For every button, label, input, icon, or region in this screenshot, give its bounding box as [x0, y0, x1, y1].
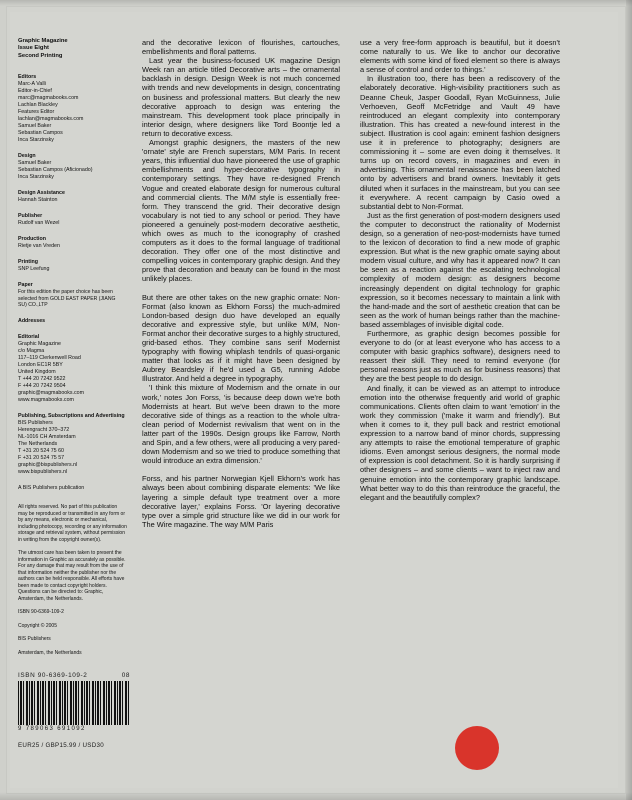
publisher-city: Amsterdam, the Netherlands	[18, 649, 82, 656]
credit-line: Inca Starzinsky	[18, 137, 54, 144]
credits-heading: Design Assistance	[18, 190, 65, 197]
credits-block-publisher	[18, 213, 128, 227]
credits-block-design-assistance	[18, 190, 128, 204]
credits-heading: Printing	[18, 259, 39, 266]
paragraph: use a very free-form approach is beautiful, but it doesn't come naturally to us. We like to anchor our decorative elements with some kind of fixed element so there is always a sense of control and order to things.'	[360, 38, 560, 75]
paragraph: Just as the first generation of post-modern designers used the computer to deconstruct the rationality of Modernist design, so a generation of neo-post-modernists have turned to the lexicon of decoration to find a new mode of graphic expression. But what is the new graphic ornate saying about modern visual culture, and why has it appeared now? It can be seen as a reaction against the escalating technological complexity of modern design: as designers become increasingly dependent on digital technology for graphic expression, so it becomes necessary to maintain a link with the hand-made and the sort of aesthetic creation that can be seen as the work of human beings rather than the machine-based assemblages of invisible digital code.	[360, 210, 560, 329]
paragraph: and the decorative lexicon of flourishes, cartouches, embellishments and floral patterns.	[142, 38, 340, 57]
email-line[interactable]: graphic@bispublishers.nl	[18, 462, 78, 468]
credits-heading: Publisher	[18, 213, 43, 220]
cover-edge-top	[0, 0, 632, 6]
barcode-isbn: ISBN 90-6369-109-2	[18, 672, 88, 679]
fax-line: F +44 20 7242 9504	[18, 383, 66, 389]
address-line: United Kingdom	[18, 369, 56, 375]
credits-heading: Production	[18, 236, 46, 243]
title-line-1: Graphic Magazine	[18, 38, 68, 44]
address-line: The Netherlands	[18, 441, 58, 447]
cover-edge-bottom	[0, 792, 632, 800]
email-line[interactable]: graphic@magmabooks.com	[18, 390, 85, 396]
credits-block-paper	[18, 282, 128, 309]
legal-notice	[18, 504, 128, 656]
phone-line: T +44 20 7242 9522	[18, 376, 66, 382]
credit-line: Rietje van Vreden	[18, 243, 60, 250]
credit-line: SNP Leefung	[18, 266, 50, 273]
website-line[interactable]: www.bispublishers.nl	[18, 469, 68, 475]
credit-line: Inca Starzinsky	[18, 174, 54, 181]
fax-line: F +31 20 524 75 57	[18, 455, 65, 461]
legal-paragraph: All rights reserved. No part of this publication may be reproduced or transmitted in any form or by any means, electronic or mechanical, including photocopy, recording or any information storage and retrieval system, without permission in writing from the copyright owner(s).	[18, 504, 127, 543]
masthead-column	[18, 38, 128, 663]
credit-line: Rudolf van Wezel	[18, 220, 60, 227]
paragraph: Amongst graphic designers, the masters of the new 'ornate' style are French superstars, M/M Paris. In recent years, this influential duo have pioneered the use of graphic embellishments and hyper-decorative typography in contemporary settings. They have re-designed French Vogue and created elaborate design for numerous cultural and commercial clients. The M/M style is essentially free-form. They transcend the grid. Their decorative design vocabulary is not tied to any school or period. They have pioneered a genuinely post-modern decorative aesthetic, which owes as much to the iconography of crashed computers as it does to the formal language of traditional decoration. They offer one of the most distinctive and compelling voices in contemporary graphic design. And they prove that decoration and beauty can be found in the most unlikely places.	[142, 138, 340, 284]
address-line: c/o Magma	[18, 348, 45, 354]
paragraph: 'I think this mixture of Modernism and the ornate in our work,' notes Jon Forss, 'is because deep down we're both Modernists at heart. But we've been drawn to the more decorative side of things as a reaction to the whole ultra-clean period of Modernist revivalism that went on in the latter part of the 1990s. Design groups like Farrow, North and Spin, and a few others, were all producing a very pared-down Modernism and so we tried to produce something that would introduce an extra dimension.'	[142, 383, 340, 466]
title-line-2: Issue Eight	[18, 45, 49, 52]
price-text: EUR25 / GBP15.99 / USD30	[18, 742, 104, 749]
paragraph: Last year the business-focused UK magazine Design Week ran an article titled Decorative arts – the ornamental backlash in design. Design Week is not much concerned with trends and new developments in design, concentrating on business and professional matters. But clearly the new decorative approach to design was entering the mainstream. This development took place principally in interior design, where designers like Tord Boontje led a return to decorative excess.	[142, 56, 340, 138]
barcode-digits: 9 789063 691092	[18, 726, 86, 732]
credit-email[interactable]: marc@magmabooks.com	[18, 95, 79, 102]
credits-block-design	[18, 153, 128, 181]
credits-block-editorial-address	[18, 334, 128, 404]
credits-block-production	[18, 236, 128, 250]
isbn-text: ISBN 90-6369-109-2	[18, 609, 64, 615]
credit-line: Lachlan Blackley	[18, 102, 58, 109]
credits-block-printing	[18, 259, 128, 273]
credit-email[interactable]: lachlan@magmabooks.com	[18, 116, 84, 123]
paragraph: Forss, and his partner Norwegian Kjell Ekhorn's work has always been about combining disparate elements: 'We like layering a simple default type treatment over a more decorative layer,' explains Forss. 'Or layering decorative type over a simple grid structure like we did in our work for The Wire magazine. The way M/M Paris	[142, 474, 340, 529]
publisher-note	[18, 485, 128, 492]
red-circle-graphic	[455, 726, 499, 770]
address-line: 117–119 Clerkenwell Road	[18, 355, 81, 361]
book-spine-shadow	[626, 0, 632, 800]
legal-paragraph: The utmost care has been taken to present the information in Graphic as accurately as possible. For any damage that may result from the use of that information neither the publisher nor the authors can be held responsible. All efforts have been made to contact copyright holders. Questions can be directed to: Graphic, Amsterdam, the Netherlands.	[18, 550, 126, 602]
credits-heading: Paper	[18, 282, 33, 289]
title-line-3: Second Printing	[18, 52, 63, 59]
paragraph: Furthermore, as graphic design becomes possible for everyone to do (or at least everyone who has access to a computer with basic graphics software), designers need to reassert their skill. They need to remind everyone (for personal reasons just as much as for business reasons) that they are the best people to do design.	[360, 329, 560, 384]
credit-line: Sebastian Campos	[18, 130, 63, 137]
address-line: Herengracht 370–372	[18, 427, 70, 433]
credits-heading: Editors	[18, 74, 37, 81]
credits-block-publishing	[18, 413, 128, 476]
magazine-title	[18, 38, 128, 60]
credits-heading: Editorial	[18, 334, 40, 340]
barcode-bars	[18, 681, 130, 725]
article-column-right	[360, 38, 560, 502]
credit-line: Samuel Baker	[18, 123, 52, 130]
copyright-text: Copyright © 2005	[18, 622, 57, 629]
publisher-name: BIS Publishers	[18, 636, 51, 642]
phone-line: T +31 20 524 75 60	[18, 448, 64, 454]
credit-line: Samuel Baker	[18, 160, 52, 167]
address-line: London EC1R 5BY	[18, 362, 63, 368]
credits-block-addresses	[18, 318, 128, 325]
credit-line: Features Editor	[18, 109, 55, 116]
credits-block-editors	[18, 74, 128, 144]
paragraph: And finally, it can be viewed as an attempt to introduce emotion into the otherwise frequently arid world of graphic communications. Clients often claim to want 'emotion' in the work they commission ('make it warm and friendly'). But when it comes to it, they pull back and restrict emotional expression to a narrow band of minor chords, suppressing any attempts to raise the emotional temperature of graphic idioms. Even amongst serious designers, the normal mode of expression is cool detachment. So it is hardly surprising if other designers – and some clients – want to inject raw and genuine emotion into the contemporary graphic landscape. What better way to do this than reintroduce the graceful, the elegant and the beautifully complex?	[360, 383, 560, 502]
credit-line: For this edition the paper choice has been	[18, 289, 113, 296]
credit-line: Editor-in-Chief	[18, 88, 52, 95]
credits-heading: Publishing, Subscriptions and Advertising	[18, 413, 125, 419]
credit-line: Marc-A Valli	[18, 81, 46, 88]
paragraph: But there are other takes on the new graphic ornate: Non-Format (also known as Ekhorn Forss) the much-admired London-based design duo have developed an equally decorative and expressive style, but unlike M/M, Non-Format anchor their decorative surges to a highly structured, grid-based ethos. They combine sans serif Modernist typography with flowing whiplash tendrils of quasi-organic matter that looks as if it might have been designed by Aubrey Beardsley if he'd used a G5, running Adobe Illustrator. And held a degree in typography.	[142, 292, 340, 384]
website-line[interactable]: www.magmabooks.com	[18, 397, 74, 403]
credits-heading: Addresses	[18, 318, 46, 324]
credit-line: Sebastian Campos (Aficionado)	[18, 167, 93, 174]
article-column-middle	[142, 38, 340, 529]
address-line: BIS Publishers	[18, 420, 53, 426]
barcode-issue-number: 08	[121, 672, 130, 679]
credit-line: SU) CO.,LTP	[18, 302, 48, 309]
address-line: Graphic Magazine	[18, 341, 61, 347]
barcode-block	[18, 672, 130, 749]
credit-line: Hannah Stainton	[18, 197, 58, 204]
publisher-note-text: A BIS Publishers publication	[18, 485, 85, 491]
paragraph: In illustration too, there has been a rediscovery of the elaborately decorative. High-visibility practitioners such as Deanne Cheuk, Jasper Goodall, Ryan McGuinness, Julie Verhoeven, Geoff McFetridge and Vault 49 have reintroduced an elegant complexity into contemporary illustration. This has created a new-found interest in the subject. Illustration is cool again: eminent fashion designers use it in preference to photography; designers are commissioning it – some are even doing it themselves. It turns up on record covers, in magazines and even in advertising. This ornamental renaissance has been latched onto by advertisers and brand owners. Inevitably it gets diluted when it surfaces in the mainstream, but you can see it everywhere. A recent campaign by Casio owed a substantial debt to Non-Format.	[360, 74, 560, 211]
barcode-isbn-row	[18, 672, 130, 679]
credit-line: selected from GOLD EAST PAPER (JIANG	[18, 295, 116, 302]
credits-heading: Design	[18, 153, 36, 160]
address-line: NL-1016 CH Amsterdam	[18, 434, 76, 440]
